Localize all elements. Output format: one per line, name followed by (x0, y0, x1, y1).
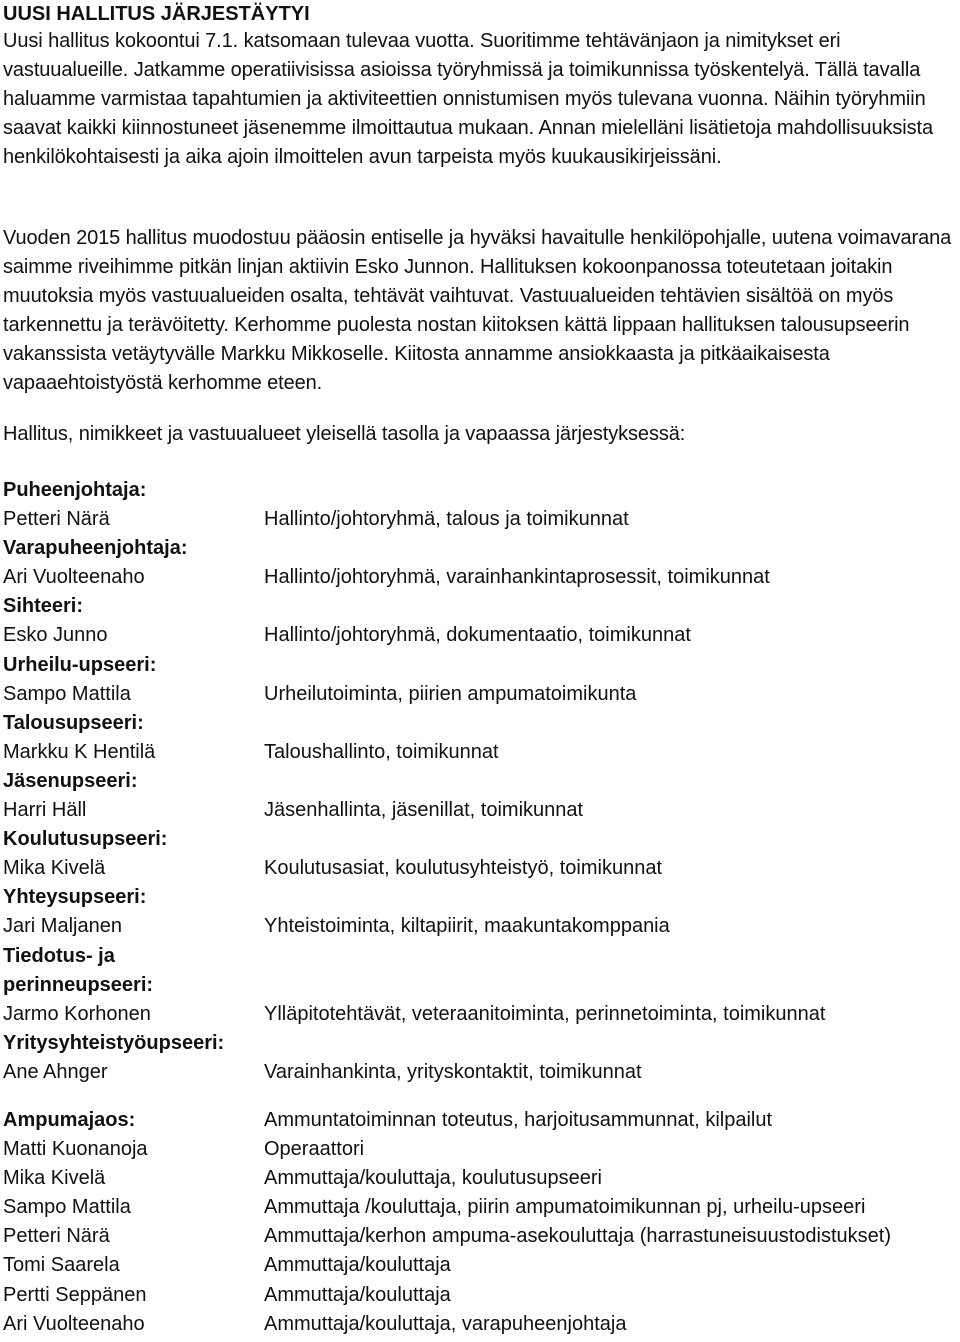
member-duty: Hallinto/johtoryhmä, dokumentaatio, toimikunnat (264, 624, 691, 647)
member-name: Jarmo Korhonen (3, 1002, 151, 1025)
role-row (3, 825, 958, 854)
role-title: Varapuheenjohtaja: (3, 537, 188, 560)
role-row (3, 1029, 958, 1058)
member-duty: Hallinto/johtoryhmä, varainhankintaprosessit, toimikunnat (264, 566, 770, 589)
shooting-section-duty: Ammuntatoiminnan toteutus, harjoitusammunnat, kilpailut (264, 1108, 773, 1131)
role-title: Ampumajaos: (3, 1108, 136, 1131)
board-composition-paragraph: Vuoden 2015 hallitus muodostuu pääosin entiselle ja hyväksi havaitulle henkilöpohjalle, uutena voimavarana saimme riveihimme pitkän linjan aktiivin Esko Junnon. Hallituksen kokoonpanossa toteutetaan joitakin muutoksia myös vastuualueiden osalta, tehtävät vaihtuvat. Vastuualueiden tehtävien sisältöä on myös tarkennettu ja terävöitetty. Kerhomme puolesta nostan kiitoksen kättä lippaan hallituksen talousupseerin vakanssista vetäytyvälle Markku Mikkoselle. Kiitosta annamme ansiokkaasta ja pitkäaikaisesta vapaaehtoistyöstä kerhomme eteen. (3, 227, 952, 395)
member-duty: Koulutusasiat, koulutusyhteistyö, toimikunnat (264, 857, 662, 880)
member-name: Petteri Närä (3, 1225, 110, 1248)
role-row (3, 709, 958, 738)
member-row (3, 621, 958, 650)
role-title: perinneupseeri: (3, 973, 154, 996)
section-gap (3, 1087, 958, 1106)
member-row (3, 563, 958, 592)
member-row (3, 680, 958, 709)
member-name: Pertti Seppänen (3, 1283, 147, 1306)
role-row (3, 767, 958, 796)
role-title: Jäsenupseeri: (3, 769, 138, 792)
role-title: Yhteysupseeri: (3, 886, 147, 909)
role-title: Koulutusupseeri: (3, 828, 168, 851)
member-name: Esko Junno (3, 624, 108, 647)
member-row (3, 796, 958, 825)
role-row (3, 971, 958, 1000)
member-name: Mika Kivelä (3, 1167, 106, 1190)
role-title: Puheenjohtaja: (3, 479, 147, 501)
shooting-member-row (3, 1251, 958, 1280)
member-row (3, 1058, 958, 1087)
member-duty: Operaattori (264, 1138, 365, 1161)
board-list-intro: Hallitus, nimikkeet ja vastuualueet yleisellä tasolla ja vapaassa järjestyksessä: (3, 423, 686, 445)
shooting-member-row (3, 1164, 958, 1193)
member-name: Sampo Mattila (3, 682, 131, 705)
role-row (3, 476, 958, 505)
member-duty: Ammuttaja/kouluttaja, varapuheenjohtaja (264, 1312, 627, 1335)
shooting-member-row (3, 1310, 958, 1339)
member-duty: Yhteistoiminta, kiltapiirit, maakuntakomppania (264, 915, 670, 938)
member-name: Harri Häll (3, 799, 87, 822)
document-heading: UUSI HALLITUS JÄRJESTÄYTYI (3, 3, 310, 25)
shooting-member-row (3, 1193, 958, 1222)
member-duty: Ylläpitotehtävät, veteraanitoiminta, perinnetoiminta, toimikunnat (264, 1002, 826, 1025)
member-name: Ane Ahnger (3, 1060, 108, 1083)
role-title: Urheilu-upseeri: (3, 653, 157, 676)
member-duty: Ammuttaja/kouluttaja (264, 1283, 451, 1306)
member-name: Markku K Hentilä (3, 740, 156, 763)
member-row (3, 738, 958, 767)
member-name: Jari Maljanen (3, 915, 122, 938)
shooting-member-row (3, 1281, 958, 1310)
shooting-section-header (3, 1106, 958, 1135)
member-duty: Hallinto/johtoryhmä, talous ja toimikunnat (264, 508, 629, 531)
member-duty: Ammuttaja /kouluttaja, piirin ampumatoimikunnan pj, urheilu-upseeri (264, 1196, 866, 1219)
member-duty: Taloushallinto, toimikunnat (264, 740, 499, 763)
member-name: Matti Kuonanoja (3, 1138, 148, 1161)
role-row (3, 592, 958, 621)
role-row (3, 534, 958, 563)
role-title: Sihteeri: (3, 595, 84, 618)
member-name: Ari Vuolteenaho (3, 566, 145, 589)
role-row (3, 651, 958, 680)
member-duty: Ammuttaja/kouluttaja, koulutusupseeri (264, 1167, 602, 1190)
member-name: Petteri Närä (3, 508, 110, 531)
shooting-member-row (3, 1222, 958, 1251)
member-row (3, 912, 958, 941)
role-title-line1: Tiedotus- ja (3, 944, 115, 967)
member-row (3, 505, 958, 534)
role-row (3, 883, 958, 912)
member-name: Tomi Saarela (3, 1254, 120, 1277)
member-duty: Varainhankinta, yrityskontaktit, toimikunnat (264, 1060, 642, 1083)
role-row (3, 942, 958, 971)
role-title: Yritysyhteistyöupseeri: (3, 1031, 225, 1054)
member-name: Ari Vuolteenaho (3, 1312, 145, 1335)
intro-paragraph: Uusi hallitus kokoontui 7.1. katsomaan tulevaa vuotta. Suoritimme tehtävänjaon ja nimitykset eri vastuualueille. Jatkamme operatiivisissa asioissa työryhmissä ja toimikunnissa työskentelyä. Tällä tavalla haluamme varmistaa tapahtumien ja aktiviteettien onnistumisen myös tulevana vuonna. Näihin työryhmiin saavat kaikki kiinnostuneet jäsenemme ilmoittautua mukaan. Annan mielelläni lisätietoja mahdollisuuksista henkilökohtaisesti ja aika ajoin ilmoittelen avun tarpeista myös kuukausikirjeissäni. (3, 30, 933, 169)
role-title: Talousupseeri: (3, 711, 144, 734)
member-name: Sampo Mattila (3, 1196, 131, 1219)
member-duty: Ammuttaja/kerhon ampuma-asekouluttaja (harrastuneisuustodistukset) (264, 1225, 891, 1248)
member-duty: Jäsenhallinta, jäsenillat, toimikunnat (264, 799, 584, 822)
member-name: Mika Kivelä (3, 857, 106, 880)
member-row (3, 1000, 958, 1029)
shooting-member-row (3, 1135, 958, 1164)
member-duty: Ammuttaja/kouluttaja (264, 1254, 451, 1277)
board-roster (3, 476, 958, 1339)
member-row (3, 854, 958, 883)
member-duty: Urheilutoiminta, piirien ampumatoimikunta (264, 682, 637, 705)
